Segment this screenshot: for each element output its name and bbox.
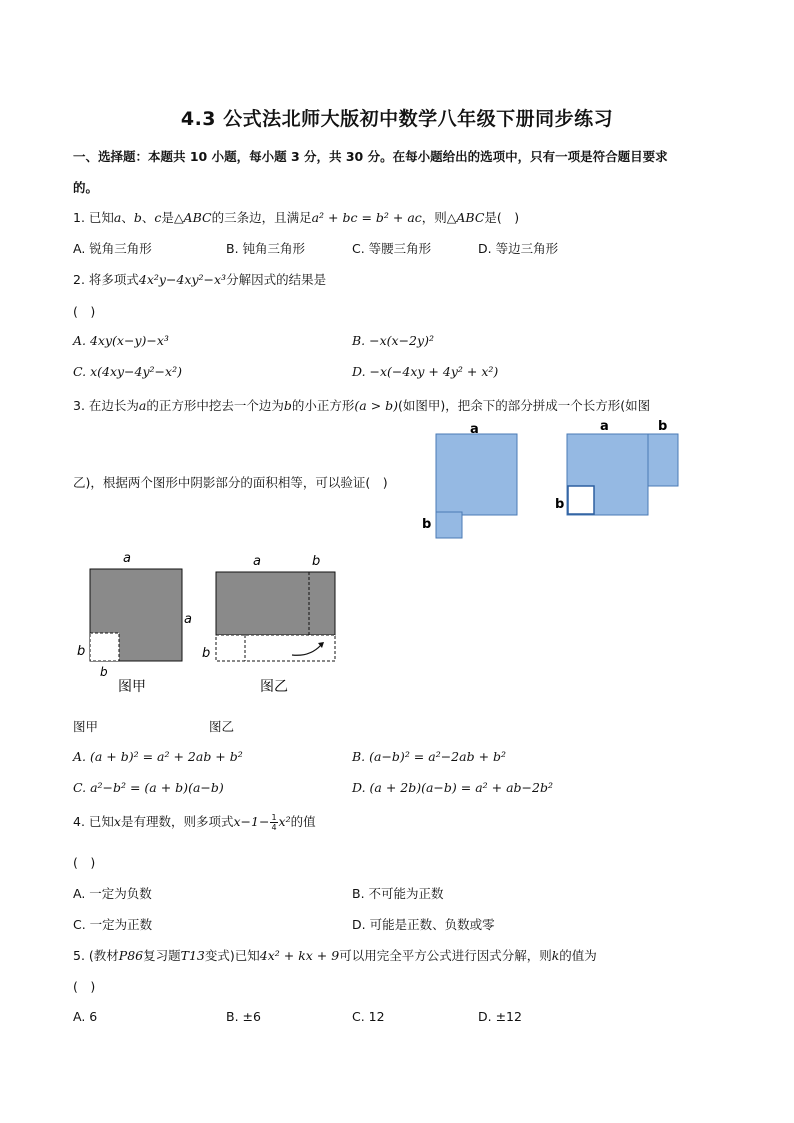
q3-option-a[interactable]: A. (a + b)² = a² + 2ab + b² <box>73 749 243 764</box>
fig-jia-label-b: b <box>77 644 86 659</box>
blue-small-square <box>436 512 462 538</box>
q4-answer-paren: ( ) <box>73 855 96 870</box>
q5-ref: P86 <box>118 948 144 963</box>
q3-option-b[interactable]: B. (a−b)² = a²−2ab + b² <box>352 749 507 764</box>
q3-text: (如图甲)，把余下的部分拼成一个长方形(如图 <box>398 398 651 413</box>
q3-option-c[interactable]: C. a²−b² = (a + b)(a−b) <box>73 780 224 795</box>
q2-text: 分解因式的结果是 <box>226 272 327 287</box>
q4-var: x <box>113 814 121 829</box>
q4-option-d[interactable]: D. 可能是正数、负数或零 <box>352 917 495 932</box>
q5-text: 变式)已知 <box>204 948 260 963</box>
q1-option-c[interactable]: C. 等腰三角形 <box>352 241 432 256</box>
q4-frac-num: 1 <box>271 813 277 822</box>
q4-option-c[interactable]: C. 一定为正数 <box>73 917 153 932</box>
fig-jia-label-a-side: a <box>184 612 192 627</box>
q3-var-a: a <box>138 398 147 413</box>
white-cutout <box>568 486 594 514</box>
q1-sep: 、 <box>141 210 155 225</box>
q1-var-b: b <box>133 210 142 225</box>
page-title: 4.3 公式法北师大版初中数学八年级下册同步练习 <box>180 108 614 130</box>
q3-option-d[interactable]: D. (a + 2b)(a−b) = a² + ab−2b² <box>352 780 553 795</box>
q1-text: 1. 已知 <box>73 210 114 225</box>
question-5 <box>73 946 597 964</box>
q1-option-a[interactable]: A. 锐角三角形 <box>73 241 152 256</box>
q3-text: 的小正方形 <box>291 398 355 413</box>
question-4 <box>73 812 316 832</box>
question-2 <box>73 270 326 288</box>
fig-jia-cutout <box>90 633 119 661</box>
q1-option-d[interactable]: D. 等边三角形 <box>478 241 559 256</box>
fig-yi-label-b: b <box>312 554 321 569</box>
blue-label-b: b <box>422 517 432 532</box>
q5-text: 可以用完全平方公式进行因式分解，则 <box>339 948 552 963</box>
q1-triangle: △ABC <box>446 210 485 225</box>
fig-yi-caption: 图乙 <box>260 679 288 695</box>
q5-text: 5. (教材 <box>73 948 119 963</box>
q2-option-a[interactable]: A. 4xy(x−y)−x³ <box>73 333 169 348</box>
q3-condition: (a > b) <box>354 398 399 413</box>
q2-option-b[interactable]: B. −x(x−2y)² <box>352 333 434 348</box>
q4-option-b[interactable]: B. 不可能为正数 <box>352 886 444 901</box>
blue-label-a: a <box>470 422 479 437</box>
q1-text: ，则 <box>421 210 447 225</box>
q3-gray-figure <box>70 545 360 697</box>
q5-answer-paren: ( ) <box>73 979 96 994</box>
q1-var-a: a <box>113 210 122 225</box>
q2-option-c[interactable]: C. x(4xy−4y²−x²) <box>73 364 182 379</box>
q5-option-c[interactable]: C. 12 <box>352 1009 385 1024</box>
q1-sep: 、 <box>121 210 134 225</box>
q4-expression: x² <box>278 814 291 829</box>
q5-text: 复习题 <box>143 948 181 963</box>
blue-label-a-2: a <box>600 419 609 434</box>
q2-text: 2. 将多项式 <box>73 272 139 287</box>
q5-expression: 4x² + kx + 9 <box>259 948 340 963</box>
q3-caption-yi: 图乙 <box>209 719 235 734</box>
fig-yi-label-b-side: b <box>202 646 211 661</box>
q3-text: 3. 在边长为 <box>73 398 139 413</box>
q3-var-b: b <box>283 398 292 413</box>
q5-var: k <box>551 948 560 963</box>
section-heading-cont: 的。 <box>73 180 99 195</box>
q1-equation: a² + bc = b² + ac <box>311 210 422 225</box>
fig-jia-label-b-bottom: b <box>100 665 108 679</box>
q4-text: 是有理数，则多项式 <box>120 814 234 829</box>
q5-option-b[interactable]: B. ±6 <box>226 1009 261 1024</box>
q2-answer-paren: ( ) <box>73 304 96 319</box>
blue-label-b-2: b <box>658 419 668 434</box>
fig-jia-caption: 图甲 <box>118 679 146 695</box>
q1-var-c: c <box>154 210 162 225</box>
question-3 <box>73 396 650 414</box>
q4-text: 4. 已知 <box>73 814 114 829</box>
q5-ref: T13 <box>180 948 205 963</box>
q4-fraction <box>270 813 277 832</box>
section-heading: 一、选择题：本题共 10 小题，每小题 3 分，共 30 分。在每小题给出的选项中，只有一项是符合题目要求 <box>73 149 668 164</box>
q3-caption-jia: 图甲 <box>73 719 99 734</box>
fig-yi-rectangle <box>216 572 335 635</box>
q1-option-b[interactable]: B. 钝角三角形 <box>226 241 306 256</box>
q1-text: 是( ) <box>484 210 520 225</box>
question-1 <box>73 208 519 226</box>
q1-text: 是 <box>161 210 174 225</box>
q2-option-d[interactable]: D. −x(−4xy + 4y² + x²) <box>352 364 499 379</box>
q5-option-d[interactable]: D. ±12 <box>478 1009 522 1024</box>
q1-triangle: △ABC <box>173 210 212 225</box>
q4-expression: x−1− <box>233 814 270 829</box>
blue-label-b-3: b <box>555 497 565 512</box>
q4-text: 的值 <box>290 814 316 829</box>
q4-frac-den: 4 <box>271 823 277 832</box>
q5-option-a[interactable]: A. 6 <box>73 1009 98 1024</box>
q5-text: 的值为 <box>559 948 597 963</box>
question-3-cont: 乙)，根据两个图形中阴影部分的面积相等，可以验证( ) <box>73 475 388 490</box>
blue-strip <box>648 434 678 486</box>
fig-jia-label-a: a <box>123 551 131 566</box>
fig-yi-label-a: a <box>253 554 261 569</box>
q4-option-a[interactable]: A. 一定为负数 <box>73 886 152 901</box>
q3-blue-figure <box>418 418 693 548</box>
q2-expression: 4x²y−4xy²−x³ <box>138 272 227 287</box>
blue-big-square <box>436 434 517 515</box>
q1-text: 的三条边，且满足 <box>211 210 312 225</box>
q3-text: 的正方形中挖去一个边为 <box>146 398 284 413</box>
